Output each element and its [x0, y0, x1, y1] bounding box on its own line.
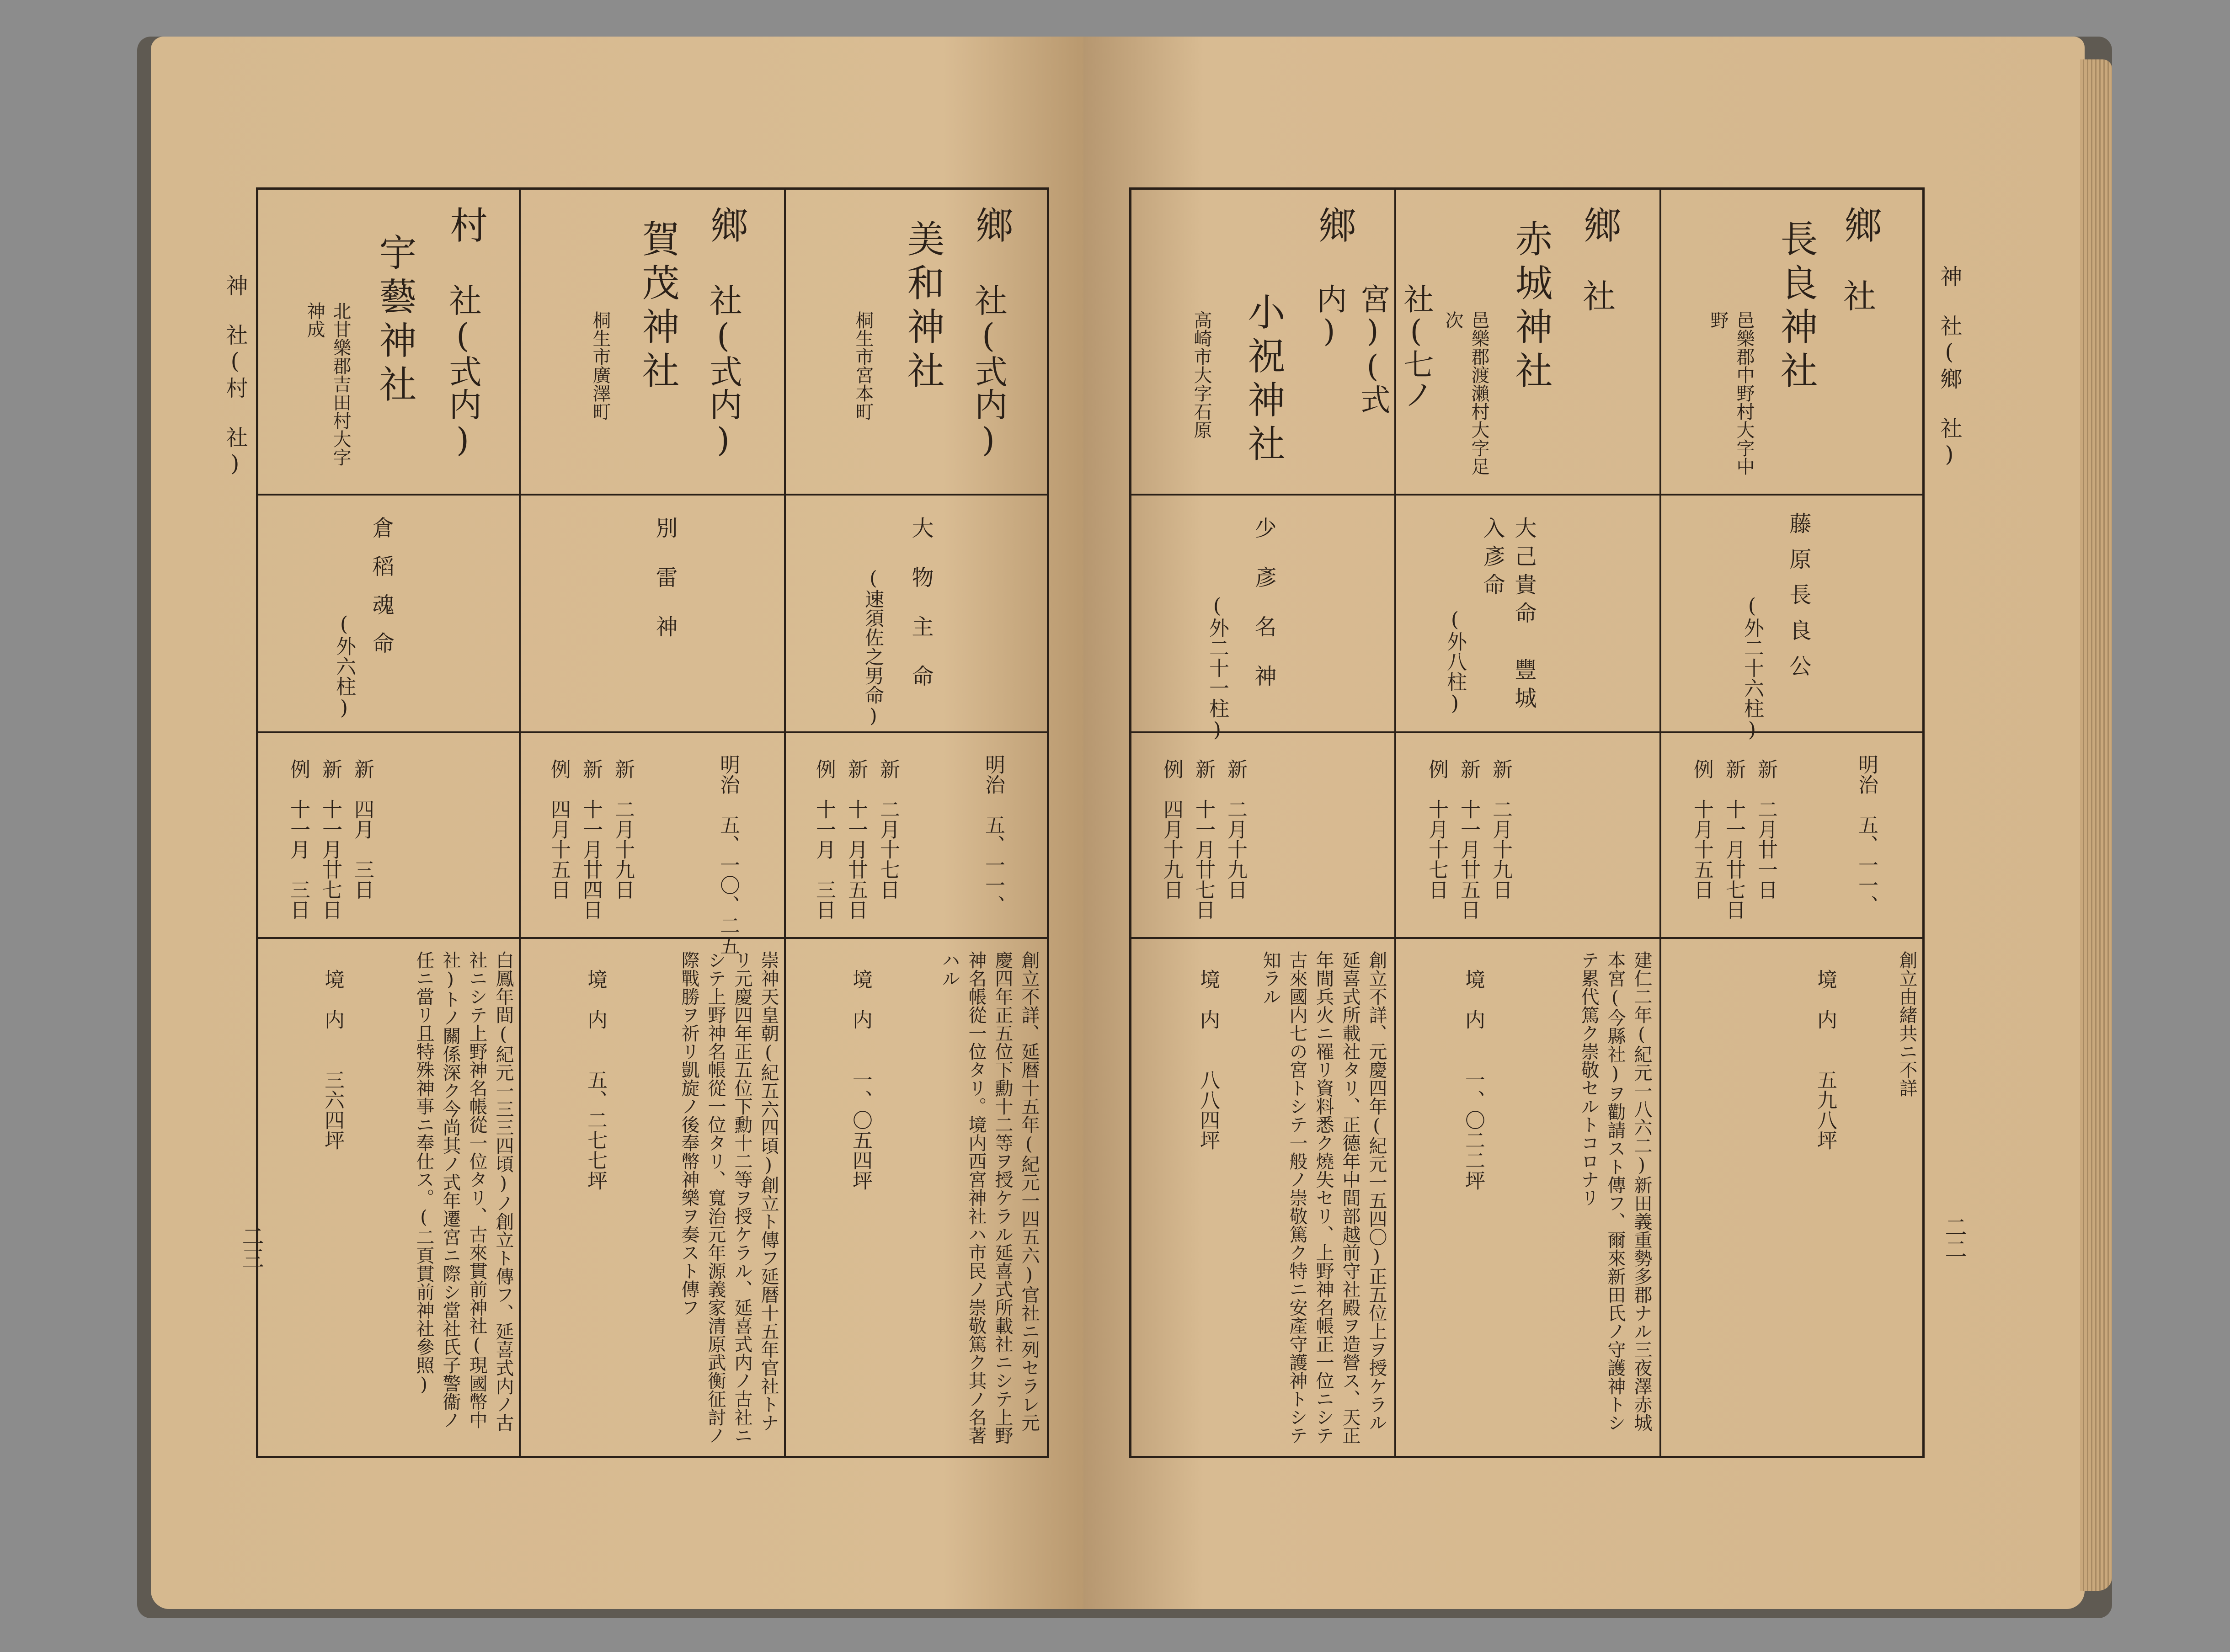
shrine-deity-extra: (外八柱)	[1443, 608, 1467, 715]
right-page-number: 二二	[1941, 1216, 1967, 1260]
festival-line: 新 十一月廿七日	[319, 759, 342, 920]
shrine-designation: 明治 五、一一、	[1855, 754, 1878, 915]
festival-line: 例 四月十五日	[547, 759, 571, 900]
shrine-deity-extra: (外六柱)	[332, 613, 356, 719]
right-row-divider	[1129, 494, 1925, 496]
shrine-area: 境 内 三六四坪	[321, 969, 344, 1150]
right-row-divider	[1129, 937, 1925, 939]
festival-line: 新 十一月廿七日	[1722, 759, 1745, 920]
shrine-history: 建仁二年(紀元一八六二)新田義重勢多郡ナル三夜澤赤城本宮(今縣社)ヲ勸請スト傳フ、爾來新田氏ノ守護神トシテ累代篤ク崇敬セルトコロナリ	[1578, 951, 1652, 1432]
page-edges	[2080, 59, 2112, 1591]
shrine-name: 小祝神社	[1242, 293, 1285, 468]
shrine-history: 崇神天皇朝(紀五六四頃)創立ト傳フ延暦十五年官社トナリ元慶四年正五位下勳十二等ヲ授ケラル、延喜式内ノ古社ニシテ上野神名帳從一位タリ、寬治元年源義家清原武衡征討ノ際戰勝ヲ祈リ凱旋ノ後奉幣神樂ヲ奏スト傳フ	[678, 951, 779, 1444]
festival-line: 新 二月十九日	[1489, 759, 1512, 900]
shrine-deity: 別雷神	[652, 517, 678, 665]
left-row-divider	[256, 937, 1049, 939]
left-page-number: 二三	[238, 1225, 264, 1269]
shrine-location: 桐生市宮本町	[853, 311, 874, 421]
shrine-rank: 鄉	[1312, 206, 1356, 243]
festival-line: 例 十一月 三日	[287, 759, 310, 920]
shrine-kind: 社	[1838, 279, 1876, 312]
left-running-head: 神 社(村 社)	[222, 274, 248, 479]
right-col-divider	[1659, 187, 1661, 1458]
shrine-kind: 社(式内)	[969, 283, 1008, 459]
left-col-divider	[519, 187, 521, 1458]
left-row-divider	[256, 731, 1049, 733]
festival-line: 新 二月十九日	[611, 759, 635, 900]
festival-line: 新 四月 三日	[351, 759, 374, 900]
shrine-name: 長良神社	[1774, 219, 1818, 395]
shrine-area: 境 内 五、二七七坪	[584, 969, 607, 1190]
festival-line: 例 十一月 三日	[812, 759, 836, 920]
festival-line: 新 十一月廿五日	[844, 759, 868, 920]
shrine-area: 境 内 八八四坪	[1196, 969, 1220, 1150]
right-row-divider	[1129, 731, 1925, 733]
shrine-location: 邑樂郡中野村大字中野	[1707, 311, 1755, 475]
shrine-designation: 明治 五、一〇、二五	[716, 754, 740, 955]
left-col-divider	[784, 187, 786, 1458]
shrine-history: 創立不詳、延暦十五年(紀元一四五六)官社ニ列セラレ元慶四年正五位下勳十二等ヲ授ケラル延喜式所載社ニシテ上野神名帳從一位タリ。境内西宮神社ハ市民ノ崇敬篤ク其ノ名著ハル	[939, 951, 1040, 1444]
shrine-name: 宇藝神社	[373, 233, 416, 409]
shrine-history: 創立由緒共ニ不詳	[1896, 951, 1917, 1097]
shrine-location: 高崎市大字石原	[1191, 311, 1212, 439]
festival-line: 例 十月十五日	[1690, 759, 1713, 900]
shrine-name: 赤城神社	[1509, 219, 1552, 395]
shrine-designation: 明治 五、一一、	[982, 754, 1005, 915]
festival-line: 新 十一月廿七日	[1192, 759, 1215, 920]
shrine-deity: 藤原長良公	[1786, 512, 1811, 690]
shrine-name: 美和神社	[901, 219, 944, 395]
shrine-area: 境 内 五九八坪	[1814, 969, 1837, 1150]
right-running-head: 神 社(鄉 社)	[1937, 265, 1962, 470]
shrine-deity-extra: (外二十一柱)	[1206, 594, 1229, 741]
shrine-kind: 社(式内)	[704, 283, 742, 459]
shrine-deity: 倉稻魂命	[368, 517, 394, 670]
shrine-history: 創立不詳、元慶四年(紀元一五四〇)正五位上ヲ授ケラル延喜式所載社タリ、正德年中間部越前守社殿ヲ造營ス、天正年間兵火ニ罹リ資料悉ク燒失セリ、上野神名帳正一位ニシテ古來國内七の宮トシテ一般ノ崇敬篤ク特ニ安產守護神トシテ知ラル	[1260, 951, 1387, 1444]
festival-line: 新 十一月廿四日	[579, 759, 603, 920]
shrine-area: 境 内 一、〇五四坪	[849, 969, 872, 1190]
shrine-rank: 鄉	[704, 206, 748, 243]
shrine-kind: 社(式内)	[443, 283, 482, 459]
shrine-kind: 社(七ノ宮)(式内)	[1312, 283, 1434, 414]
shrine-location: 桐生市廣澤町	[590, 311, 611, 421]
festival-line: 例 四月十九日	[1160, 759, 1183, 900]
shrine-history: 白鳳年間(紀元一三三四頃)ノ創立ト傳フ、延喜式内ノ古社ニシテ上野神名帳從一位タリ、古來貫前神社(現國幣中社)トノ關係深ク今尚其ノ式年遷宮ニ際シ當社氏子警衞ノ任ニ當リ且特殊神事ニ奉仕ス。(二頁貫前神社參照)	[413, 951, 514, 1432]
festival-line: 新 十一月廿五日	[1457, 759, 1480, 920]
festival-line: 新 二月十七日	[876, 759, 900, 900]
festival-line: 新 二月廿一日	[1754, 759, 1777, 900]
shrine-rank: 村	[444, 206, 487, 243]
shrine-deity: 少彥名神	[1251, 517, 1276, 714]
shrine-kind: 社	[1577, 279, 1616, 312]
shrine-area: 境 内 一、〇二二坪	[1462, 969, 1485, 1190]
shrine-location: 邑樂郡渡瀨村大字足次	[1442, 311, 1489, 475]
shrine-location: 北甘樂郡吉田村大字神成	[304, 302, 351, 466]
shrine-deity-extra: (外二十六柱)	[1740, 594, 1764, 741]
festival-line: 新 二月十九日	[1224, 759, 1247, 900]
left-row-divider	[256, 494, 1049, 496]
shrine-name: 賀茂神社	[636, 219, 679, 395]
shrine-deity: 大己貴命 豐城入彥命	[1479, 517, 1536, 715]
shrine-deity: 大物主命	[908, 517, 934, 714]
shrine-deity-extra: (速須佐之男命)	[862, 567, 885, 727]
festival-line: 例 十月十七日	[1425, 759, 1448, 900]
shrine-rank: 鄉	[1838, 206, 1882, 243]
shrine-rank: 鄉	[970, 206, 1013, 243]
shrine-rank: 鄉	[1578, 206, 1621, 243]
